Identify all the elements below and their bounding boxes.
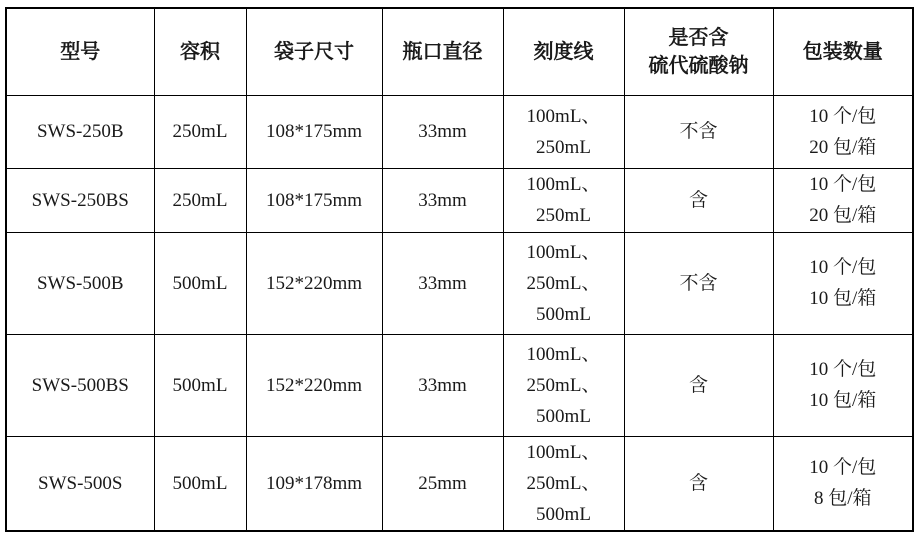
table-row [6,95,913,168]
scale-line: 250mL、 [526,374,601,396]
header-label: 包装数量 [802,40,883,63]
cell-bag-size: 109*178mm [246,436,382,531]
cell-capacity: 250mL [154,168,246,232]
cell-sodium-thiosulfate: 含 [624,334,773,436]
packaging-line: 10 包/箱 [809,288,877,309]
col-header-scale-lines [503,8,624,95]
scale-line: 250mL [536,136,591,158]
cell-mouth-diameter: 33mm [382,334,503,436]
cell-mouth-diameter: 33mm [382,232,503,334]
col-header-capacity [154,8,246,95]
cell-capacity: 500mL [154,232,246,334]
cell-sodium-thiosulfate: 含 [624,436,773,531]
cell-bag-size: 108*175mm [246,168,382,232]
packaging-line: 10 个/包 [809,257,877,278]
cell-mouth-diameter: 33mm [382,168,503,232]
cell-capacity: 500mL [154,334,246,436]
cell-packaging [773,168,913,232]
scale-line: 100mL、 [526,174,601,195]
cell-sodium-thiosulfate: 不含 [624,232,773,334]
header-label-line-1: 是否含 [668,26,729,49]
table-row [6,334,913,436]
col-header-sodium-thiosulfate [624,8,773,95]
cell-bag-size: 108*175mm [246,95,382,168]
scale-line: 500mL [536,503,591,525]
cell-sodium-thiosulfate: 不含 [624,95,773,168]
cell-scale-lines [503,334,624,436]
packaging-line: 8 包/箱 [813,488,872,509]
packaging-line: 10 个/包 [809,174,877,195]
col-header-model [6,8,154,95]
table-row [6,232,913,334]
cell-scale-lines [503,168,624,232]
scale-line: 500mL [536,303,591,325]
header-label: 容积 [180,40,220,63]
cell-bag-size: 152*220mm [246,232,382,334]
cell-packaging [773,232,913,334]
table-row [6,436,913,531]
header-label: 袋子尺寸 [274,40,354,63]
cell-scale-lines [503,95,624,168]
scale-line: 250mL、 [526,272,601,294]
cell-capacity: 250mL [154,95,246,168]
product-spec-table [5,7,914,532]
cell-packaging [773,436,913,531]
cell-model: SWS-500B [6,232,154,334]
scale-line: 100mL、 [526,241,601,263]
header-label: 型号 [60,40,101,63]
cell-packaging [773,334,913,436]
header-label: 瓶口直径 [402,40,483,63]
table-row [6,168,913,232]
cell-bag-size: 152*220mm [246,334,382,436]
cell-model: SWS-500S [6,436,154,531]
packaging-line: 10 个/包 [809,457,877,478]
col-header-packaging [773,8,913,95]
col-header-mouth-diameter [382,8,503,95]
cell-scale-lines [503,436,624,531]
scale-line: 100mL、 [526,105,601,127]
packaging-line: 20 包/箱 [809,205,877,226]
packaging-line: 10 个/包 [809,359,877,380]
packaging-line: 10 个/包 [809,105,877,127]
header-label: 刻度线 [533,40,594,63]
cell-scale-lines [503,232,624,334]
header-row [6,8,913,95]
packaging-line: 20 包/箱 [809,136,877,158]
header-label-line-2: 硫代硫酸钠 [648,54,749,77]
cell-packaging [773,95,913,168]
cell-capacity: 500mL [154,436,246,531]
packaging-line: 10 包/箱 [809,390,877,411]
cell-model: SWS-250BS [6,168,154,232]
cell-mouth-diameter: 25mm [382,436,503,531]
scale-line: 100mL、 [526,343,601,365]
cell-sodium-thiosulfate: 含 [624,168,773,232]
scale-line: 500mL [536,405,591,427]
scale-line: 100mL、 [526,441,601,463]
cell-model: SWS-250B [6,95,154,168]
scale-line: 250mL、 [526,472,601,494]
cell-model: SWS-500BS [6,334,154,436]
col-header-bag-size [246,8,382,95]
scale-line: 250mL [536,205,591,226]
cell-mouth-diameter: 33mm [382,95,503,168]
